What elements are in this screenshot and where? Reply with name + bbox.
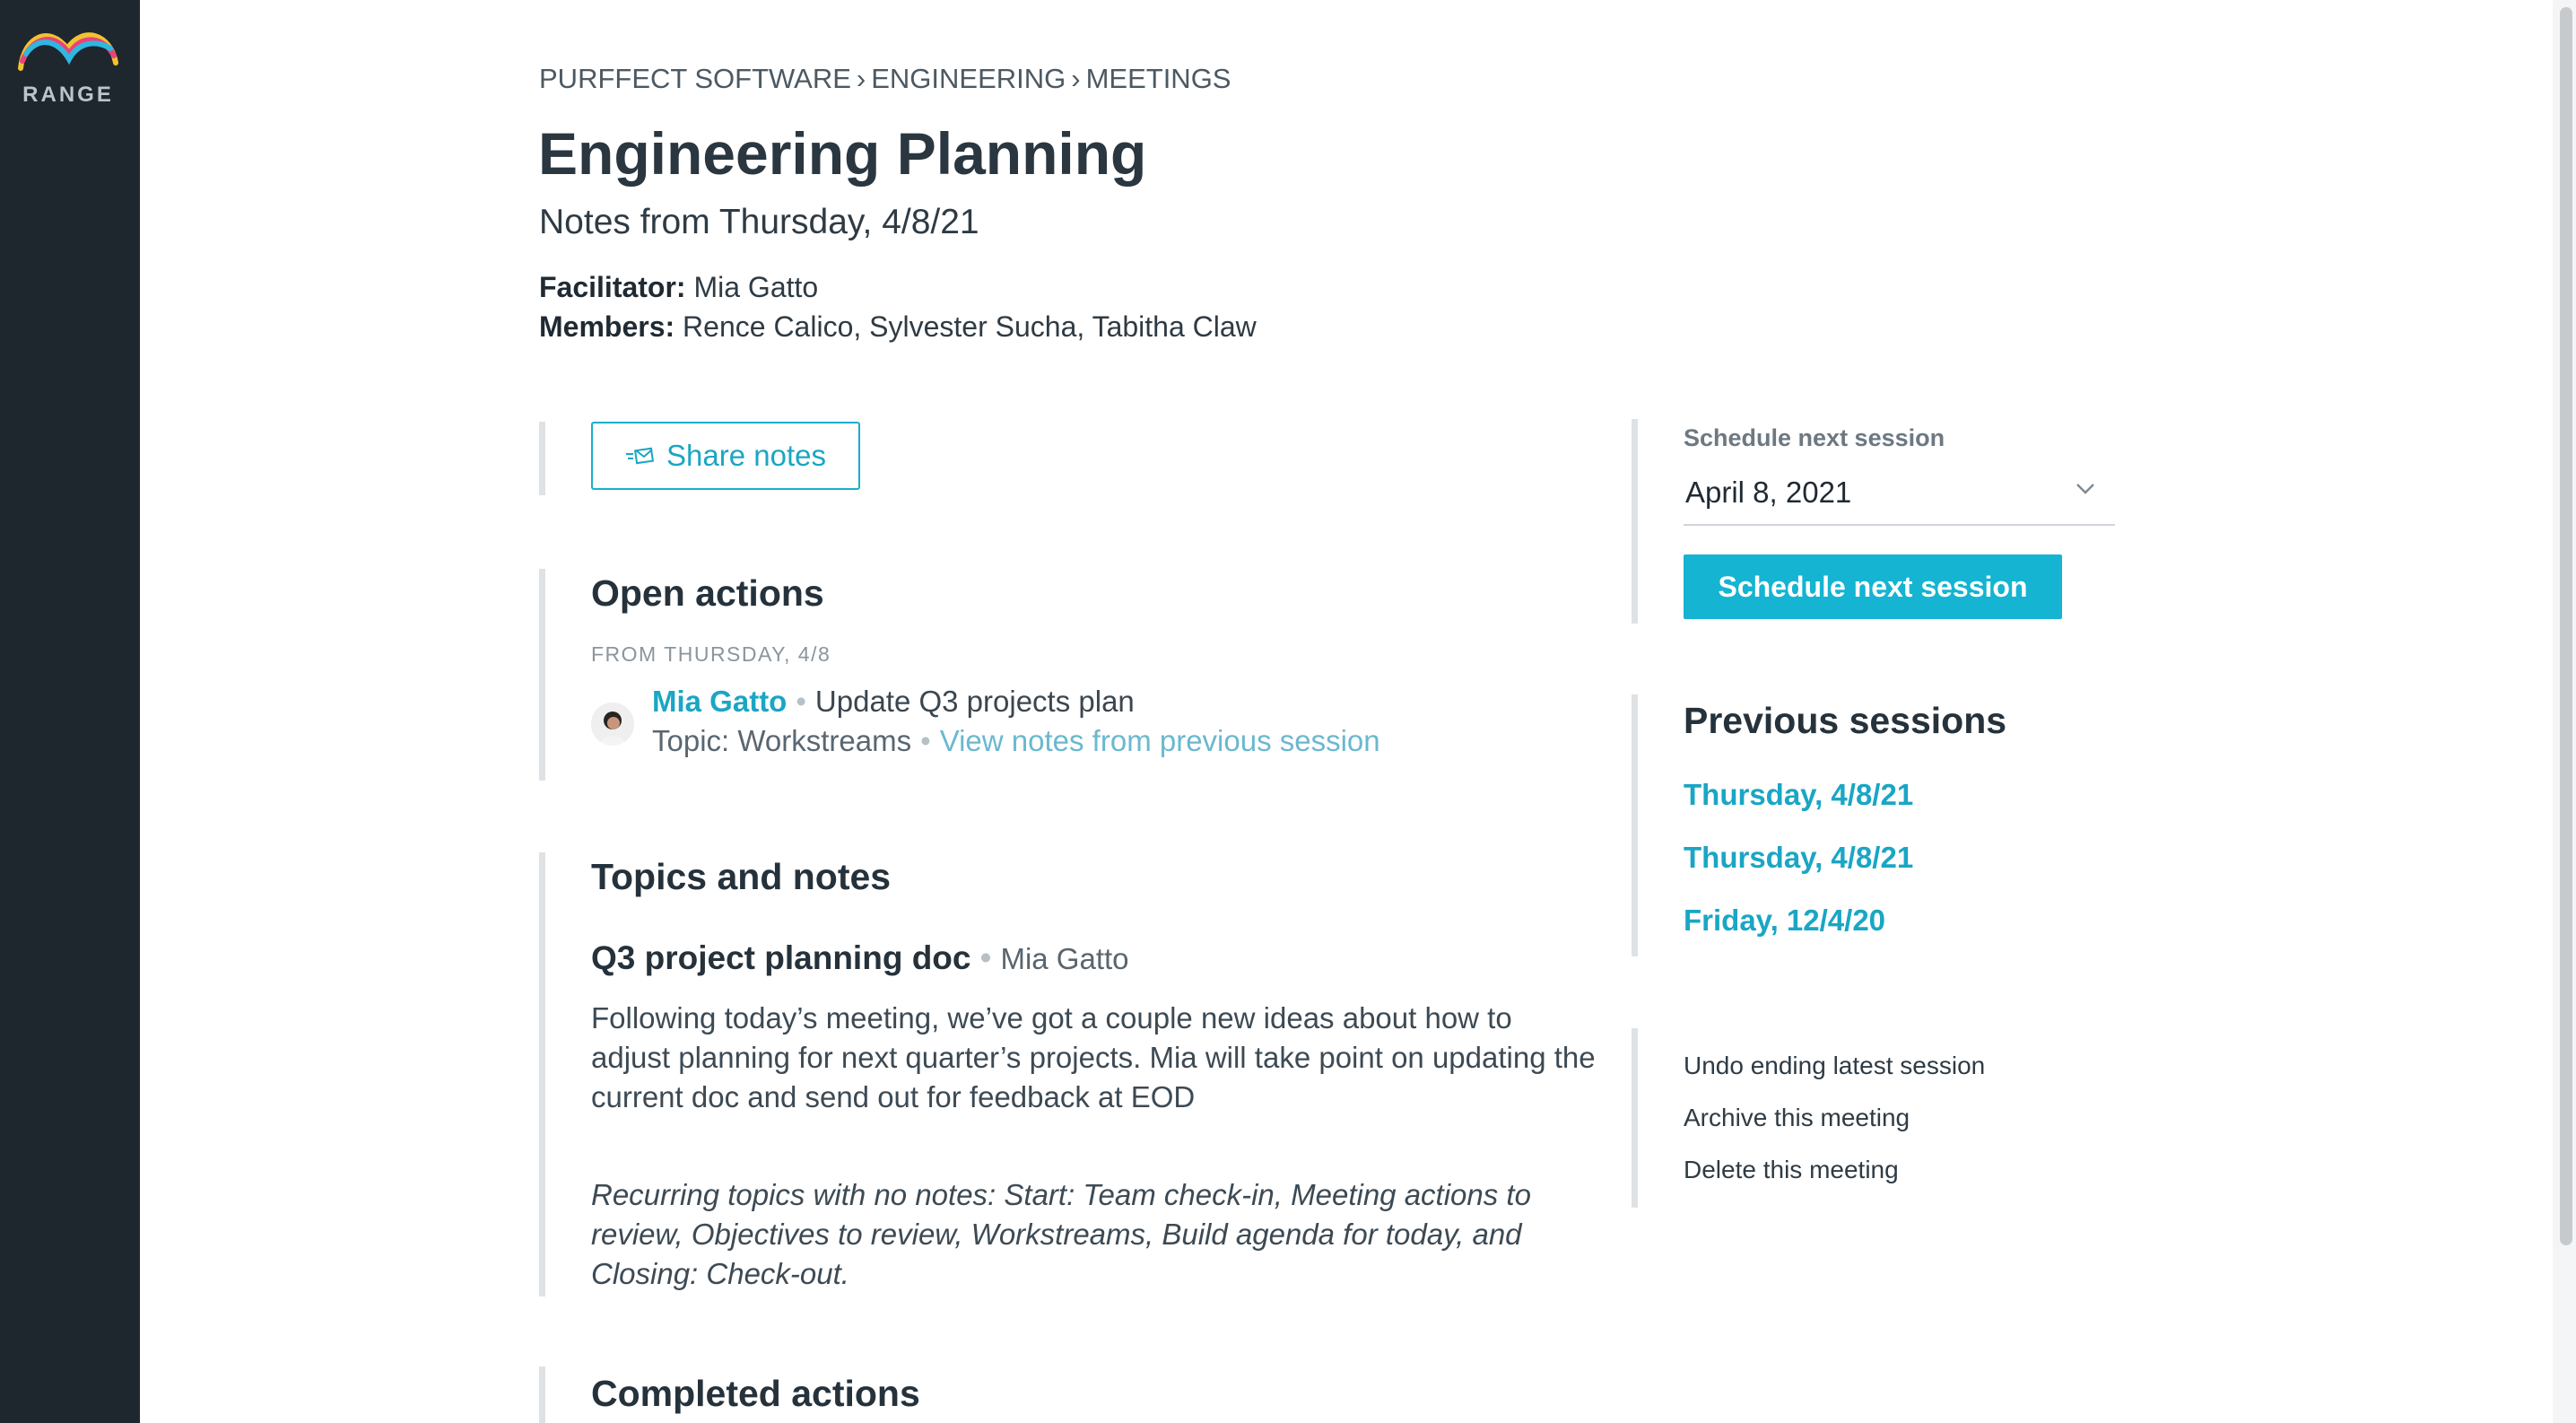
- topic-title: Q3 project planning doc: [591, 939, 971, 976]
- section-divider: [1632, 694, 1638, 956]
- action-topic: Topic: Workstreams: [652, 724, 912, 757]
- members-names: Rence Calico, Sylvester Sucha, Tabitha Claw: [683, 310, 1257, 343]
- previous-session-link[interactable]: Thursday, 4/8/21: [1684, 778, 1914, 811]
- delete-meeting-link[interactable]: Delete this meeting: [1684, 1156, 1899, 1183]
- app-sidebar: [0, 0, 140, 1423]
- topics-heading: Topics and notes: [591, 856, 892, 897]
- previous-session-link[interactable]: Thursday, 4/8/21: [1684, 841, 1914, 874]
- breadcrumb-separator: ›: [856, 63, 866, 94]
- breadcrumb-item-org[interactable]: PURFFECT SOFTWARE: [539, 63, 851, 94]
- section-divider: [1632, 1028, 1638, 1208]
- section-divider: [539, 422, 545, 495]
- open-actions-source: FROM THURSDAY, 4/8: [591, 642, 831, 666]
- facilitator-name: Mia Gatto: [693, 271, 819, 303]
- completed-actions-heading: Completed actions: [591, 1373, 920, 1414]
- action-meta: [652, 724, 1380, 758]
- action-assignee-link[interactable]: Mia Gatto: [652, 685, 788, 718]
- share-notes-button[interactable]: [591, 422, 860, 490]
- facilitator-label: Facilitator:: [539, 271, 686, 303]
- range-logo-icon[interactable]: [15, 18, 121, 74]
- breadcrumb-item-team[interactable]: ENGINEERING: [871, 63, 1066, 94]
- section-divider: [539, 852, 545, 1296]
- previous-session-link[interactable]: Friday, 12/4/20: [1684, 904, 1886, 937]
- undo-ending-session-link[interactable]: Undo ending latest session: [1684, 1052, 1986, 1079]
- breadcrumb: [539, 63, 1231, 95]
- breadcrumb-separator: ›: [1071, 63, 1081, 94]
- page-title: Engineering Planning: [538, 120, 1147, 187]
- send-email-icon: [625, 446, 654, 466]
- page-subtitle: Notes from Thursday, 4/8/21: [539, 203, 979, 241]
- facilitator-line: [539, 271, 818, 304]
- archive-meeting-link[interactable]: Archive this meeting: [1684, 1104, 1910, 1131]
- dot-separator: •: [979, 939, 992, 976]
- chevron-down-icon: [2076, 483, 2095, 495]
- share-notes-label: Share notes: [666, 439, 826, 472]
- recurring-topics-note: Recurring topics with no notes: Start: Team check-in, Meeting actions to review, Objectives to review, Workstreams, Build agenda for today, and Closing: Check-out.: [591, 1178, 1531, 1290]
- breadcrumb-item-meetings[interactable]: MEETINGS: [1085, 63, 1231, 94]
- view-previous-notes-link[interactable]: View notes from previous session: [939, 724, 1380, 757]
- members-label: Members:: [539, 310, 675, 343]
- schedule-next-session-button[interactable]: Schedule next session: [1684, 554, 2062, 619]
- open-actions-heading: Open actions: [591, 572, 824, 614]
- session-date-select[interactable]: [1684, 467, 2115, 526]
- page-scrollbar[interactable]: [2553, 0, 2576, 1423]
- brand-name: RANGE: [22, 83, 114, 107]
- section-divider: [1632, 419, 1638, 624]
- dot-separator: •: [920, 724, 931, 757]
- action-task: Update Q3 projects plan: [814, 685, 1135, 718]
- schedule-label: Schedule next session: [1684, 424, 1945, 451]
- dot-separator: •: [796, 685, 806, 718]
- scrollbar-thumb[interactable]: [2560, 7, 2572, 1245]
- section-divider: [539, 569, 545, 781]
- members-line: [539, 310, 1257, 344]
- section-divider: [539, 1366, 545, 1423]
- topic-author: Mia Gatto: [1000, 942, 1129, 975]
- previous-sessions-heading: Previous sessions: [1684, 700, 2007, 741]
- avatar: [591, 703, 634, 746]
- action-item: [652, 685, 1135, 719]
- selected-date: April 8, 2021: [1685, 476, 1852, 509]
- topic-header: [591, 939, 1129, 977]
- topic-notes: Following today’s meeting, we’ve got a couple new ideas about how to adjust planning for next quarter’s projects. Mia will take point on updating the current doc and send out for feedback at EOD: [591, 1001, 1596, 1113]
- user-avatar-icon: [591, 703, 634, 746]
